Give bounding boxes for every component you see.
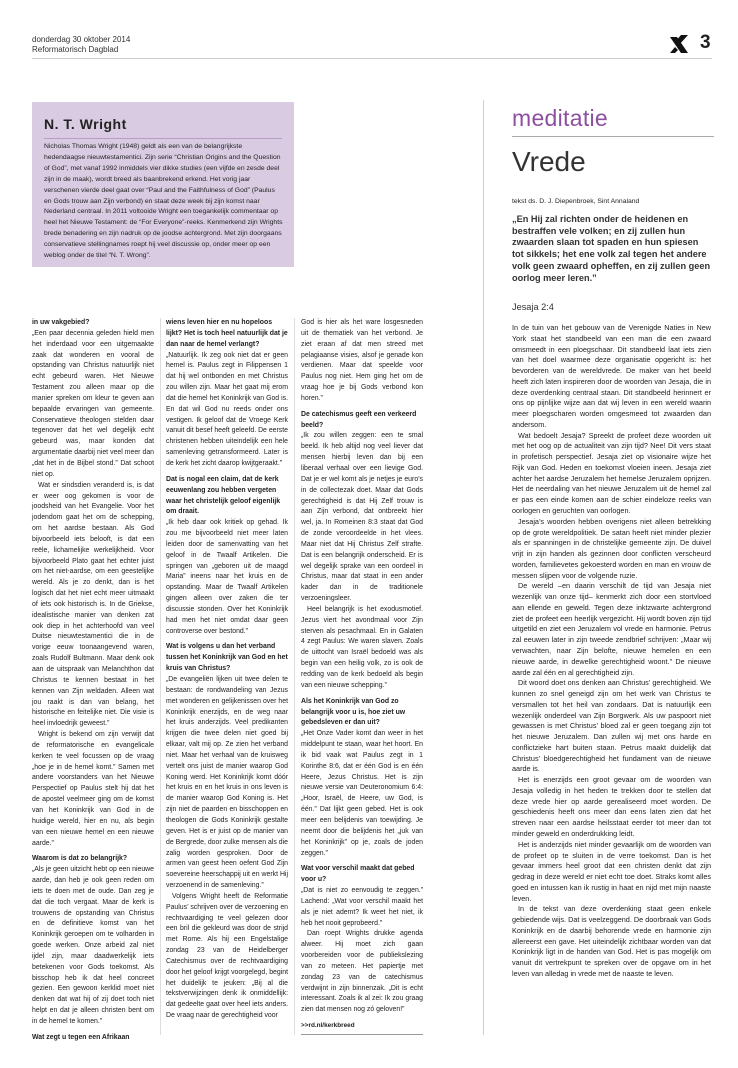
meditation-title: Vrede: [512, 146, 586, 177]
section-divider: [483, 100, 484, 1035]
profile-box: [32, 102, 294, 267]
meditation-paragraph: Het is enerzijds een groot gevaar om de woorden van Jesaja volledig in het heden te trekken door te stellen dat deze vrede hier op aarde gerealiseerd moet worden. De geschiedenis heeft ons meer dan eens laten zien dat het streven naar een aardse heilsstaat eerder tot meer dan tot minder geweld en onderdrukking leidt.: [512, 775, 711, 838]
interview-question: Waarom is dat zo belangrijk?: [32, 855, 128, 863]
bible-reference: Jesaja 2:4: [512, 302, 554, 312]
web-link-rule: [301, 1034, 423, 1035]
article-column-1: [32, 318, 154, 1044]
article-paragraph: „De evangeliën lijken uit twee delen te bestaan: de rondwandeling van Jezus met wonderen en gelijkenissen over het Koninkrijk enerzijds, en de weg naar het kruis anderzijds. Veel predikanten krijgen die twee delen niet goed bij elkaar, valt mij op. Ze zien het verband niet. Maar het verhaal van de kruisweg vertelt ons juist de manier waarop God Koning werd. Het Koninkrijk komt dóór het kruis en en het kruis in ons leven is de manier waarop God Koning is. Het zijn niet de paarden en bisschoppen en theologen die Gods Koninkrijk gestalte geven. Het is er juist op de manier van de Bergrede, door zulke mensen als die zalig worden gesproken. Door de armen van geest heen oefent God Zijn soevereine heerschappij uit en werkt Hij verzoenend in de samenleving.”: [166, 676, 288, 890]
article-paragraph: Heel belangrijk is het exodusmotief. Jezus viert het avondmaal voor Zijn sterven als pesachmaal. En in Galaten 4 zegt Paulus: We waren slaven. Zoals de uittocht van Israël bedoeld was als begin van een heilig volk, zo is ook de redding van de kerk bedoeld als begin van een nieuwe schepping.”: [301, 605, 423, 689]
article-paragraph: „Als je geen uitzicht hebt op een nieuwe aarde, dan heb je ook geen reden om iets te doen met de oude. Dan zeg je dat die toch vergaat. Maar de kerk is trouwens de opstanding van Christus en de definitieve komst van het Koninkrijk geroepen om te volharden in goede werken. Onze arbeid zal niet ijdel zijn, maar daadwerkelijk iets betekenen voor Gods toekomst. Als bisschop heb ik dat heel concreet gezien. Een gewoon kerklid moet niet denken dat wat hij of zij doet toch niet helpt en dat je alleen christen bent om in de hemel te komen.”: [32, 866, 154, 1025]
article-paragraph: „Dat is niet zo eenvoudig te zeggen.” Lachend: „Wat voor verschil maakt het als je niet ademt? Ik weet het niet, ik heb het nooit geprobeerd.”: [301, 887, 423, 927]
meditation-paragraph: In de tekst van deze overdenking staat geen enkele gebiedende wijs. Dat is veelzeggend. De doorbraak van Gods Koninkrijk en de daarbij behorende vrede en harmonie zijn allereerst een gave. Het uiteindelijk zichtbaar worden van dat Koninkrijk ligt in de handen van God. Het is pas mogelijk om vanuit dit vertrekpunt te spreken over de opgave om in het leven van alledag in vrede met de naaste te leven.: [512, 904, 711, 978]
article-paragraph: Wat er sindsdien veranderd is, is dat er weer oog gekomen is voor de joodsheid van het Evangelie. Voor het jodendom gaat het om de schepping, om het aardse bestaan. Als God bijvoorbeeld iets belooft, is dat een reële, lichamelijke werkelijkheid. Voor bijvoorbeeld Plato gaat het echter juist om het niet-aardse, om een geestelijke wereld. Als je zo denkt, dan is het logisch dat het niet echt meer uitmaakt of iets ook historisch is. In de Griekse, idealistische manier van denken zat ook diep in het achterhoofd van veel Duitse nieuwtestamentici die in de vorige eeuw toonaangevend waren, zoals Rudolf Bultmann. Maar denk ook aan de uitspraak van Melanchthon dat Christus te kennen bestaat in het kennen van Zijn weldaden. Alleen wat jou raakt is dan van belang, het historische en feitelijke niet. Die visie is heel invloedrijk geweest.”: [32, 481, 154, 728]
meditation-paragraph: Wat bedoelt Jesaja? Spreekt de profeet deze woorden uit met het oog op de actualiteit van zijn tijd? Nee! Dit vers staat in profetisch perspectief. Jesaja ziet op visionaire wijze het Rijk van God. Heden en toekomst vloeien ineen. Jesaja ziet achter het aardse Jeruzalem het hemelse Jeruzalem oprijzen. Het de neerdaling van het nieuwe Jeruzalem uit de hemel zal er pas een einde komen aan de schier eindeloze reeks van oorlogen en geruchten van oorlogen.: [512, 430, 711, 516]
interview-question: Als het Koninkrijk van God zo belangrijk voor u is, hoe ziet uw gebedsleven er dan uit?: [301, 697, 406, 727]
header-divider: [32, 58, 712, 59]
column-divider: [294, 318, 295, 1035]
meditation-paragraph: Jesaja’s woorden hebben overigens niet alleen betrekking op de grote wereldpolitiek. De satan heeft niet minder plezier als er spanningen in de christelijke gemeente zijn. De duivel vrijt in zijn handen als gezinnen door conflicten verscheurd worden, familievetes gekoesterd worden en man en vrouw de messen slijpen voor de volgende ruzie.: [512, 516, 711, 580]
profile-bio: Nicholas Thomas Wright (1948) geldt als een van de belangrijkste hedendaagse nieuwtestamentici. Zijn serie “Christian Origins and the Question of God”, met vanaf 1992 inmiddels vier dikke studies (een vijfde en zesde deel zijn in de maak), wordt breed als baanbrekend erkend. Het vorig jaar verschenen vierde deel gaat over “Paul and the Faithfulness of God” (Paulus en Gods trouw aan Zijn verbond) en staat deze week bij zijn komst naar Nederland centraal. In 2011 voltooide Wright een toegankelijk commentaar op heel het Nieuwe Testament: de “For Everyone”-reeks. Kenmerkend zijn Wrights brede benadering en zijn nadruk op de joodse achtergrond. Met zijn doorgaans conservatieve stellingnames roept hij veel discussie op, onder meer op een weblog onder de titel “N. T. Wrong”.: [44, 143, 283, 260]
meditation-paragraph: Dit woord doet ons denken aan Christus’ gerechtigheid. We kunnen zo snel geneigd zijn om het werk van Christus te versmallen tot het heil van zondaars. Dat is natuurlijk een wezenlijk onderdeel van Zijn Borgwerk. Als uw paspoort niet gewassen is met Christus’ bloed zal er geen toegang zijn tot het nieuwe Jeruzalem. Dan zullen wij met ons harde en conflictzieke hart buiten staan. Petrus maakt duidelijk dat Christus’ bloedgerechtigheid het fundament van de nieuwe aarde is.: [512, 678, 711, 774]
article-paragraph: „Een paar decennia geleden hield men het inderdaad voor een uitgemaakte zaak dat wonderen en vooral de opstanding van Christus natuurlijk niet echt gebeurd waren. Het Nieuwe Testament zou alleen maar op die manier spreken om kleur te geven aan bepaalde ervaringen van gemeente. Conservatieve theologen stelden daar tegenover dat het wel degelijk echt gebeurd was, maar konden dat argumentatie daarbij niet veel meer dan „dat het in de Bijbel stond.” Dat schoot niet op.: [32, 329, 154, 478]
column-divider: [160, 318, 161, 1035]
article-paragraph: Dan roept Wrights drukke agenda alweer. Hij moet zich gaan voorbereiden voor de publiekslezing van zo meteen. Het papiertje met zondag 23 van de catechismus verdwijnt in zijn binnenzak. „Dit is echt interessant. Zoals ik al zei: Ik zou graag zien dat mensen nog zó geloven!”: [301, 930, 423, 1014]
interview-question: Wat is volgens u dan het verband tussen het Koninkrijk van God en het kruis van Christus?: [166, 643, 288, 673]
issue-date: donderdag 30 oktober 2014: [32, 35, 131, 44]
masthead-date: [32, 35, 130, 55]
article-paragraph: „Het Onze Vader komt dan weer in het middelpunt te staan, waar het hoort. En ik bid vaak wat Paulus zegt in 1 Korinthe 8:6, dat er één God is en één Heere, Jezus Christus. Het is zijn nieuwe versie van Deuteronomium 6:4: „Hoor, Israël, de Heere, uw God, is één.” Dat lijkt geen gebed. Het is ook meer een belijdenis van toewijding. Je neemt door die belijdenis het „juk van het Koninkrijk” op je, zoals de joden zeggen.”: [301, 730, 423, 857]
interview-question: in uw vakgebied?: [32, 319, 90, 326]
profile-divider: [44, 138, 282, 139]
page-number: 3: [700, 32, 711, 53]
article-paragraph: „Ik heb daar ook kritiek op gehad. Ik zou me bijvoorbeeld niet meer laten leiden door de samenvatting van het geloof in de Twaalf Artikelen. Die springen van „geboren uit de maagd Maria” ineens naar het kruis en de opstanding. Maar de Twaalf Artikelen gingen alleen over zaken die ter discussie stonden. Over het Koninkrijk had men het niet omdat daar geen controverse over bestond.”: [166, 519, 288, 635]
meditation-byline: tekst ds. D. J. Diepenbroek, Sint Annaland: [512, 198, 640, 205]
newspaper-name: Reformatorisch Dagblad: [32, 45, 119, 54]
section-label: meditatie: [512, 105, 609, 131]
interview-question: Wat zegt u tegen een Afrikaan: [32, 1033, 130, 1041]
newspaper-logo-icon: [668, 33, 690, 55]
meditation-paragraph: In de tuin van het gebouw van de Verenigde Naties in New York staat het standbeeld van een man die een zwaard omsmeedt in een ploegschaar. Dit standbeeld laat iets zien van het doel waarmee deze organisatie opgericht is: het bevorderen van de wereldvrede. De maker van het beeld heeft zich laten inspireren door de woorden van Jesaja, die in deze overdenking centraal staan. Dit standbeeld herinnert er ons op pijnlijke wijze aan dat wij leven in een wereld waarin meer ploegscharen worden omgesmeed tot zwaarden dan andersom.: [512, 323, 711, 429]
article-column-2: [166, 318, 288, 1022]
interview-question: De catechismus geeft een verkeerd beeld?: [301, 410, 417, 429]
meditation-paragraph: Het is anderzijds niet minder gevaarlijk om de woorden van de profeet op te sluiten in de verre toekomst. Dan is het gevaar immers heel groot dat een christen denkt dat zijn gedrag in deze wereld er niet echt toe doet. Straks komt alles goed en intussen kan ik rustig in haat en nijd met mijn naaste leven.: [512, 839, 711, 903]
article-paragraph: „Natuurlijk. Ik zeg ook niet dat er geen hemel is. Paulus zegt in Filippensen 1 dat hij wel ontbonden en met Christus zou willen zijn. Maar het gaat mij erom dat die hemel het Koninkrijk van God is. En dat wil God nu reeds onder ons vestigen. Ik geloof dat de Vroege Kerk vanuit dit besef heeft geleefd. De eerste christenen hebben uiteindelijk een hele samenleving getransformeerd. Later is de kerk het zicht daarop kwijtgeraakt.”: [166, 351, 288, 467]
interview-question: Dat is nogal een claim, dat de kerk eeuwenlang zou hebben vergeten waar het christelijk geloof eigenlijk om draait.: [166, 475, 281, 516]
meditation-body: [512, 323, 711, 980]
web-link[interactable]: >>rd.nl/kerkbreed: [301, 1022, 355, 1030]
article-paragraph: God is hier als het ware losgesneden uit de thematiek van het verbond. Je ziet eraan af dat men streed met pelagiaanse visies, alsof je genade kon verdienen. Maar dat speelde voor Paulus nog niet. Hem ging het om de vraag hoe je bij Gods verbond kon horen.”: [301, 319, 423, 402]
article-paragraph: „Ik zou willen zeggen: een te smal beeld. Ik heb altijd nog veel liever dat mensen hierbij leven dan bij een liberaal verhaal over een lievige God. Dat je er wel komt als je netjes je euro’s in de collectezak doet. Maar dat Gods gerechtigheid is dat Hij Zelf trouw is aan Zijn verbond, dat ontbreekt hier wel, ja. In Romeinen 8:3 staat dat God de zonde veroordeelde in het vlees. Maar niet dat Hij Christus Zelf strafte. Dat is een belangrijk onderscheid. Er is wel degelijk sprake van een oordeel in Christus, maar dat staat in een ander kader dan in de traditionele verzoeningsleer.: [301, 432, 423, 603]
article-paragraph: Wright is bekend om zijn verwijt dat de reformatorische en evangelicale kerken te veel focussen op de vraag „hoe je in de hemel komt.” Samen met andere voorstanders van het Nieuwe Perspectief op Paulus stelt hij dat het de apostel veelmeer ging om de komst van het Koninkrijk van God in de huidige wereld, hier en nu, als begin van een nieuwe hemel en een nieuwe aarde.”: [32, 731, 154, 847]
bible-quote: „En Hij zal richten onder de heidenen en bestraffen vele volken; en zij zullen hun zwaarden slaan tot spaden en hun spiesen tot sikkels; het ene volk zal tegen het andere volk geen zwaard opheffen, en zij zullen geen oorlog meer leren.”: [512, 214, 711, 283]
article-paragraph: Volgens Wright heeft de Reformatie Paulus’ schrijven over de verzoening en rechtvaardiging te veel gelezen door een bril die gekleurd was door de strijd met Rome. Als hij een Engelstalige zondag 23 van de Heidelberger Catechismus over de rechtvaardiging door het geloof krijgt voorgelegd, begint het duidelijk te jeuken: „Bij al die tekstverwijzingen denk ik onmiddellijk: dat gedeelte gaat over heel iets anders. De vraag naar de gerechtigheid voor: [166, 892, 288, 1020]
meditation-paragraph: De wereld –en daarin verschilt de tijd van Jesaja niet wezenlijk van onze tijd– kenmerkt zich door een stortvloed aan ellende en geweld. Tegen deze inktzwarte achtergrond ziet de profeet een heerlijk vergezicht. Hij wordt boven zijn tijd uitgetild en ziet een Jeruzalem vol vrede en harmonie. Petrus zal eeuwen later in zijn tweede zendbrief schrijven: „Maar wij verwachten, naar Zijn belofte, nieuwe hemelen en een nieuwe aarde, in dewelke gerechtigheid woont.” De nieuwe aarde zal één en al gerechtigheid zijn.: [512, 581, 711, 677]
article-column-3: [301, 318, 423, 1035]
section-label-rule: [512, 136, 714, 137]
interview-question: wiens leven hier en nu hopeloos lijkt? Het is toch heel natuurlijk dat je dan naar de hemel verlangt?: [166, 319, 288, 348]
profile-name: N. T. Wright: [44, 116, 127, 132]
interview-question: Wat voor verschil maakt dat gebed voor u?: [301, 865, 415, 884]
